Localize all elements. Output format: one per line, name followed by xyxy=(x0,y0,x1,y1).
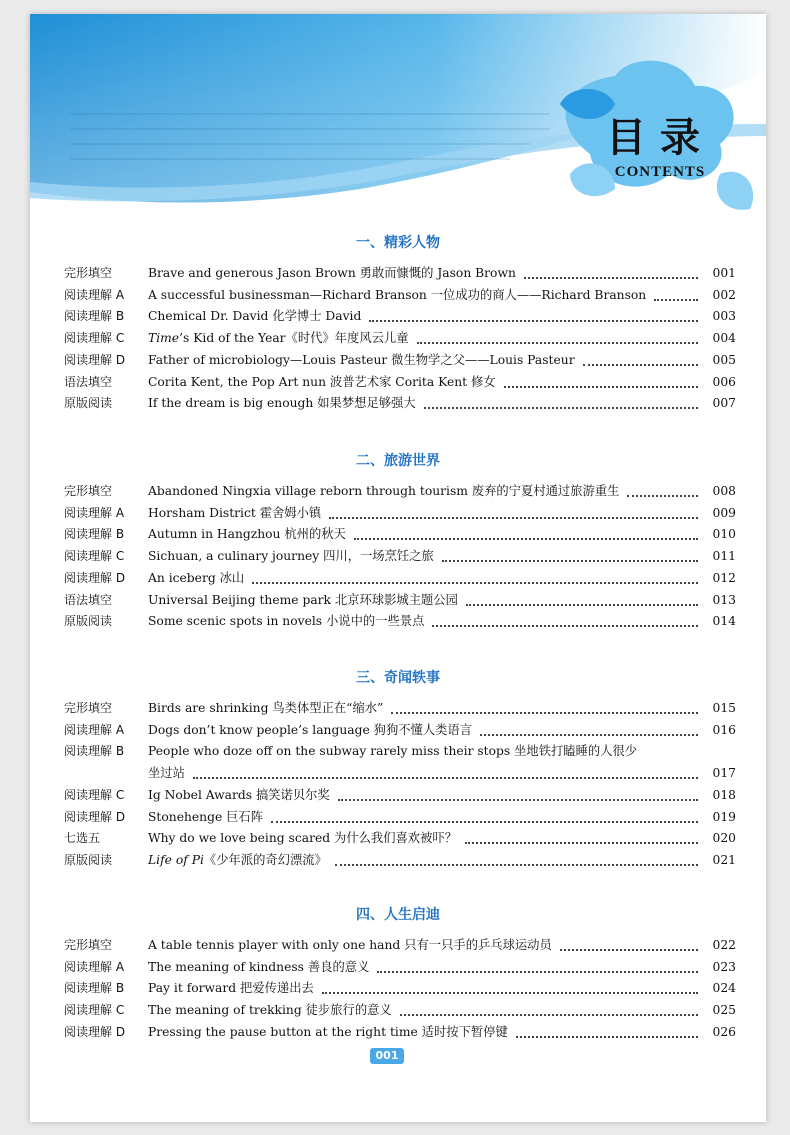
leader-dots xyxy=(432,625,698,627)
entry-title xyxy=(148,285,646,306)
entry-category: 阅读理解 A xyxy=(64,505,125,520)
entry-page-number: 016 xyxy=(712,722,736,737)
entry-title-text: 《少年派的奇幻漂流》 xyxy=(203,852,327,867)
entry-title xyxy=(148,524,346,545)
entry-page-number: 010 xyxy=(712,527,736,542)
toc-entry[interactable] xyxy=(64,350,736,371)
entry-title xyxy=(148,306,361,327)
entry-category: 阅读理解 C xyxy=(64,787,125,802)
page-number: 001 xyxy=(370,1048,404,1064)
entry-title-text: Birds are shrinking 鸟类体型正在“缩水” xyxy=(148,701,384,715)
entry-category: 阅读理解 A xyxy=(64,959,125,974)
leader-dots xyxy=(480,734,698,736)
entry-title-text: Abandoned Ningxia village reborn through tourism 废弃的宁夏村通过旅游重生 xyxy=(148,484,620,498)
entry-category: 阅读理解 B xyxy=(64,744,125,759)
toc-entry[interactable] xyxy=(64,698,736,719)
leader-dots xyxy=(322,992,698,994)
entry-category: 阅读理解 A xyxy=(64,287,125,302)
entry-page-number: 026 xyxy=(712,1024,736,1039)
entry-title xyxy=(148,590,458,611)
entry-title xyxy=(148,978,314,999)
leader-dots xyxy=(627,495,698,497)
entry-category: 完形填空 xyxy=(64,938,113,952)
leader-dots xyxy=(329,517,698,519)
entry-title-text: Sichuan, a culinary journey 四川，一场烹饪之旅 xyxy=(148,549,434,564)
entry-page-number: 004 xyxy=(712,331,736,346)
entry-title-text: If the dream is big enough 如果梦想足够强大 xyxy=(148,396,416,411)
entry-page-number: 006 xyxy=(712,374,736,389)
entry-category: 阅读理解 D xyxy=(64,809,126,824)
toc-entry-continued[interactable] xyxy=(64,763,736,784)
entry-title-italic: Life of Pi xyxy=(148,852,204,867)
entry-title-text: Pay it forward 把爱传递出去 xyxy=(148,981,314,996)
section-title: 二、旅游世界 xyxy=(356,453,440,469)
entry-title-text: Horsham District 霍舍姆小镇 xyxy=(148,505,322,520)
toc-entry[interactable] xyxy=(64,828,736,849)
entry-category: 阅读理解 D xyxy=(64,570,126,585)
entry-title xyxy=(148,263,516,284)
entry-title-text: A table tennis player with only one hand 只有一只手的乒乓球运动员 xyxy=(148,938,552,952)
entry-title xyxy=(148,1000,392,1021)
entry-page-number: 009 xyxy=(712,505,736,520)
toc-entry[interactable] xyxy=(64,978,736,999)
entry-title xyxy=(148,785,330,806)
entry-title xyxy=(148,372,496,393)
entry-category: 阅读理解 B xyxy=(64,527,125,542)
entry-page-number: 011 xyxy=(712,549,736,564)
leader-dots xyxy=(466,604,698,606)
entry-title xyxy=(148,698,383,719)
toc-entry[interactable] xyxy=(64,503,736,524)
toc-entry[interactable] xyxy=(64,935,736,956)
toc-entry[interactable] xyxy=(64,720,736,741)
entry-title-text: Brave and generous Jason Brown 勇敢而慷慨的 Jason Brown xyxy=(148,266,516,280)
toc-entry[interactable] xyxy=(64,1022,736,1043)
entry-title xyxy=(148,850,327,871)
entry-page-number: 013 xyxy=(712,592,736,607)
toc-entry[interactable] xyxy=(64,372,736,393)
leader-dots xyxy=(524,277,698,279)
entry-title xyxy=(148,720,472,741)
leader-dots xyxy=(442,560,698,562)
entry-title-text: People who doze off on the subway rarely miss their stops 坐地铁打瞌睡的人很少 xyxy=(148,744,638,759)
leader-dots xyxy=(516,1036,698,1038)
leader-dots xyxy=(271,821,698,823)
entry-category: 阅读理解 C xyxy=(64,549,125,564)
entry-page-number: 012 xyxy=(712,570,736,585)
section-title: 一、精彩人物 xyxy=(356,235,440,251)
leader-dots xyxy=(252,582,698,584)
page-title: 目录 xyxy=(606,115,714,161)
entry-page-number: 015 xyxy=(712,701,736,715)
entry-title-continued: 坐过站 xyxy=(148,766,185,781)
leader-dots xyxy=(560,949,698,951)
leader-dots xyxy=(465,842,698,844)
entry-title-text: A successful businessman—Richard Branson 一位成功的商人——Richard Branson xyxy=(148,287,647,302)
entry-page-number: 025 xyxy=(712,1003,736,1018)
entry-title xyxy=(148,328,409,349)
entry-category: 阅读理解 C xyxy=(64,331,125,346)
entry-category: 阅读理解 B xyxy=(64,981,125,996)
toc-entry[interactable] xyxy=(64,306,736,327)
entry-page-number: 017 xyxy=(712,766,736,781)
entry-category: 完形填空 xyxy=(64,484,113,498)
toc-entry[interactable] xyxy=(64,524,736,545)
entry-title-text: Stonehenge 巨石阵 xyxy=(148,809,264,824)
entry-category: 阅读理解 D xyxy=(64,1024,126,1039)
entry-title-text: Some scenic spots in novels 小说中的一些景点 xyxy=(148,614,425,629)
entry-title-text: ’s Kid of the Year《时代》年度风云儿童 xyxy=(179,331,409,346)
entry-category: 完形填空 xyxy=(64,701,113,715)
entry-category: 原版阅读 xyxy=(64,852,113,867)
entry-title-text: Why do we love being scared 为什么我们喜欢被吓？ xyxy=(148,831,457,846)
entry-page-number: 019 xyxy=(712,809,736,824)
leader-dots xyxy=(400,1014,698,1016)
toc-entry[interactable] xyxy=(64,611,736,632)
entry-page-number: 007 xyxy=(712,396,736,411)
entry-category: 语法填空 xyxy=(64,592,113,607)
entry-category: 七选五 xyxy=(64,831,101,846)
entry-title-italic: Time xyxy=(148,331,180,346)
entry-page-number: 022 xyxy=(712,938,736,952)
entry-category: 阅读理解 B xyxy=(64,309,125,324)
leader-dots xyxy=(583,364,698,366)
leader-dots xyxy=(654,299,698,301)
entry-title xyxy=(148,611,424,632)
entry-title xyxy=(148,935,552,956)
toc-entry[interactable] xyxy=(64,393,736,414)
leader-dots xyxy=(504,386,698,388)
section-title: 三、奇闻轶事 xyxy=(356,670,440,686)
entry-page-number: 024 xyxy=(712,981,736,996)
entry-title-text: The meaning of trekking 徒步旅行的意义 xyxy=(148,1003,392,1018)
entry-category: 原版阅读 xyxy=(64,614,113,629)
entry-title xyxy=(148,741,637,762)
entry-page-number: 003 xyxy=(712,309,736,324)
entry-title-text: Autumn in Hangzhou 杭州的秋天 xyxy=(148,527,346,542)
entry-title-text: Chemical Dr. David 化学博士 David xyxy=(148,309,362,324)
entry-page-number: 005 xyxy=(712,352,736,367)
toc-entry[interactable] xyxy=(64,546,736,567)
leader-dots xyxy=(424,407,698,409)
leader-dots xyxy=(193,777,698,779)
toc-entry[interactable] xyxy=(64,957,736,978)
entry-page-number: 021 xyxy=(712,852,736,867)
page-subtitle: CONTENTS xyxy=(614,164,706,180)
entry-title-text: Pressing the pause button at the right time 适时按下暂停键 xyxy=(148,1024,508,1039)
entry-title-text: Dogs don’t know people’s language 狗狗不懂人类语言 xyxy=(148,722,473,737)
entry-category: 原版阅读 xyxy=(64,396,113,411)
toc-entry[interactable] xyxy=(64,807,736,828)
entry-category: 阅读理解 C xyxy=(64,1003,125,1018)
entry-title xyxy=(148,503,321,524)
toc-entry[interactable] xyxy=(64,785,736,806)
entry-title xyxy=(148,1022,508,1043)
entry-category: 语法填空 xyxy=(64,374,113,389)
entry-title xyxy=(148,393,416,414)
entry-title xyxy=(148,568,244,589)
section-title: 四、人生启迪 xyxy=(356,907,440,923)
toc-entry[interactable] xyxy=(64,285,736,306)
toc-entry[interactable] xyxy=(64,590,736,611)
entry-title xyxy=(148,807,263,828)
entry-title xyxy=(148,481,619,502)
entry-category: 阅读理解 D xyxy=(64,352,126,367)
entry-category: 完形填空 xyxy=(64,266,113,280)
entry-title-text: Father of microbiology—Louis Pasteur 微生物学之父——Louis Pasteur xyxy=(148,352,575,367)
entry-page-number: 018 xyxy=(712,787,736,802)
toc-entry[interactable] xyxy=(64,568,736,589)
entry-title xyxy=(148,828,457,849)
entry-title xyxy=(148,957,369,978)
toc-entry[interactable] xyxy=(64,1000,736,1021)
entry-page-number: 020 xyxy=(712,831,736,846)
entry-title xyxy=(148,546,434,567)
entry-page-number: 001 xyxy=(712,266,736,280)
entry-page-number: 023 xyxy=(712,959,736,974)
entry-page-number: 008 xyxy=(712,484,736,498)
entry-page-number: 002 xyxy=(712,287,736,302)
toc-entry[interactable] xyxy=(64,850,736,871)
leader-dots xyxy=(377,971,698,973)
toc-entry[interactable] xyxy=(64,741,736,762)
toc-entry[interactable] xyxy=(64,263,736,284)
entry-page-number: 014 xyxy=(712,614,736,629)
leader-dots xyxy=(417,342,698,344)
entry-title xyxy=(148,350,575,371)
entry-title-text: Ig Nobel Awards 搞笑诺贝尔奖 xyxy=(148,787,330,802)
toc-entry[interactable] xyxy=(64,328,736,349)
leader-dots xyxy=(335,864,698,866)
toc-entry[interactable] xyxy=(64,481,736,502)
entry-category: 阅读理解 A xyxy=(64,722,125,737)
leader-dots xyxy=(369,320,698,322)
entry-title-text: An iceberg 冰山 xyxy=(148,570,245,585)
leader-dots xyxy=(391,712,698,714)
leader-dots xyxy=(354,538,698,540)
entry-title-text: Corita Kent, the Pop Art nun 波普艺术家 Corita Kent 修女 xyxy=(148,374,496,389)
leader-dots xyxy=(338,799,698,801)
contents-page xyxy=(30,14,766,1122)
entry-title-text: The meaning of kindness 善良的意义 xyxy=(148,959,370,974)
entry-title-text: Universal Beijing theme park 北京环球影城主题公园 xyxy=(148,592,458,607)
